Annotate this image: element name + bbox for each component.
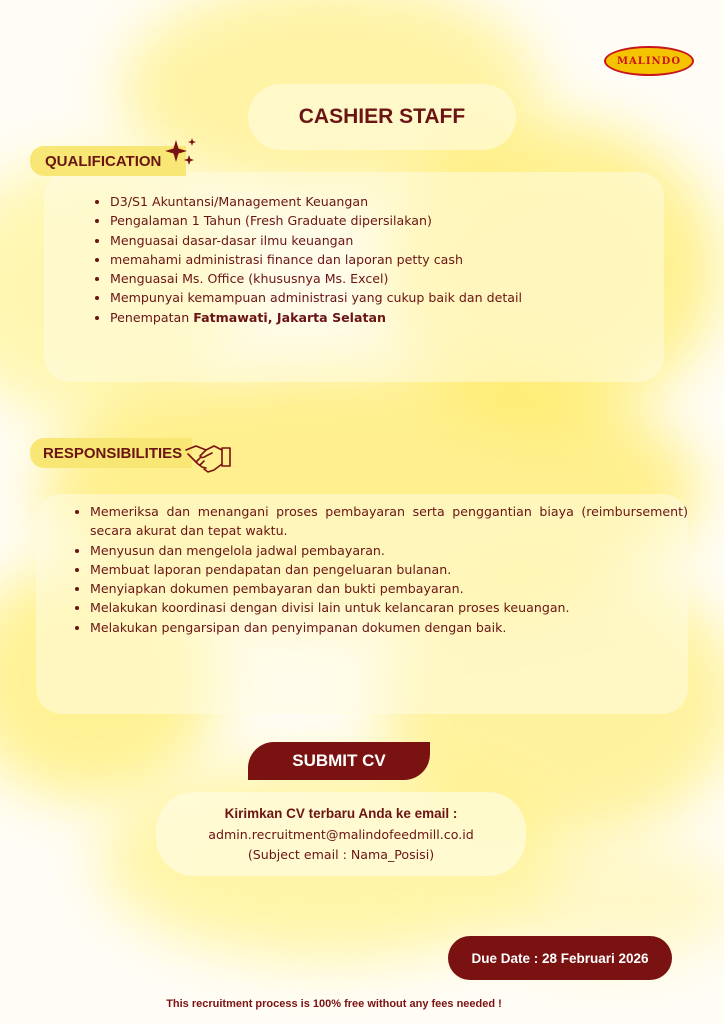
handshake-icon [184, 440, 234, 476]
qualification-item: • Penempatan Fatmawati, Jakarta Selatan [110, 308, 650, 327]
job-title: CASHIER STAFF [298, 105, 466, 128]
responsibilities-tab [30, 438, 192, 468]
responsibility-item: • Memeriksa dan menangani proses pembayaran serta penggantian biaya (reimbursement) secara akurat dan tepat waktu. [90, 502, 688, 541]
placement-location: Fatmawati, Jakarta Selatan [193, 309, 386, 325]
malindo-logo [604, 46, 694, 76]
qualification-item: • D3/S1 Akuntansi/Management Keuangan [110, 192, 650, 211]
due-date-text: Due Date : 28 Februari 2026 [471, 950, 649, 966]
qualification-item: • memahami administrasi finance dan laporan petty cash [110, 250, 650, 269]
qualification-item: • Pengalaman 1 Tahun (Fresh Graduate dipersilakan) [110, 211, 650, 230]
responsibility-item: • Membuat laporan pendapatan dan pengeluaran bulanan. [90, 560, 688, 579]
submit-cv-button[interactable] [248, 742, 430, 780]
job-title-pill [248, 84, 516, 150]
submit-cv-label: SUBMIT CV [292, 751, 386, 770]
due-date-badge [448, 936, 672, 980]
responsibility-item: • Melakukan pengarsipan dan penyimpanan dokumen dengan baik. [90, 618, 688, 637]
responsibilities-panel [36, 494, 688, 714]
qualification-list [90, 192, 650, 327]
qualification-panel [44, 172, 664, 382]
responsibility-item: • Menyusun dan mengelola jadwal pembayaran. [90, 541, 688, 560]
qualification-item: • Menguasai Ms. Office (khususnya Ms. Excel) [110, 269, 650, 288]
responsibility-item: • Menyiapkan dokumen pembayaran dan bukti pembayaran. [90, 579, 688, 598]
sparkle-icon [164, 136, 200, 168]
email-info-box [156, 792, 526, 876]
responsibilities-heading: RESPONSIBILITIES [43, 444, 183, 462]
email-subject-hint: (Subject email : Nama_Posisi) [247, 847, 435, 862]
qualification-item: • Menguasai dasar-dasar ilmu keuangan [110, 231, 650, 250]
responsibilities-list [70, 502, 688, 637]
qualification-item: • Mempunyai kemampuan administrasi yang cukup baik dan detail [110, 288, 650, 307]
free-recruitment-notice: This recruitment process is 100% free without any fees needed ! [166, 998, 502, 1010]
email-instruction: Kirimkan CV terbaru Anda ke email : [224, 806, 458, 821]
recruitment-email-link[interactable]: admin.recruitment@malindofeedmill.co.id [208, 827, 474, 842]
logo-text: MALINDO [616, 55, 682, 67]
qualification-heading: QUALIFICATION [45, 152, 162, 170]
responsibility-item: • Melakukan koordinasi dengan divisi lain untuk kelancaran proses keuangan. [90, 598, 688, 617]
qualification-tab [30, 146, 186, 176]
